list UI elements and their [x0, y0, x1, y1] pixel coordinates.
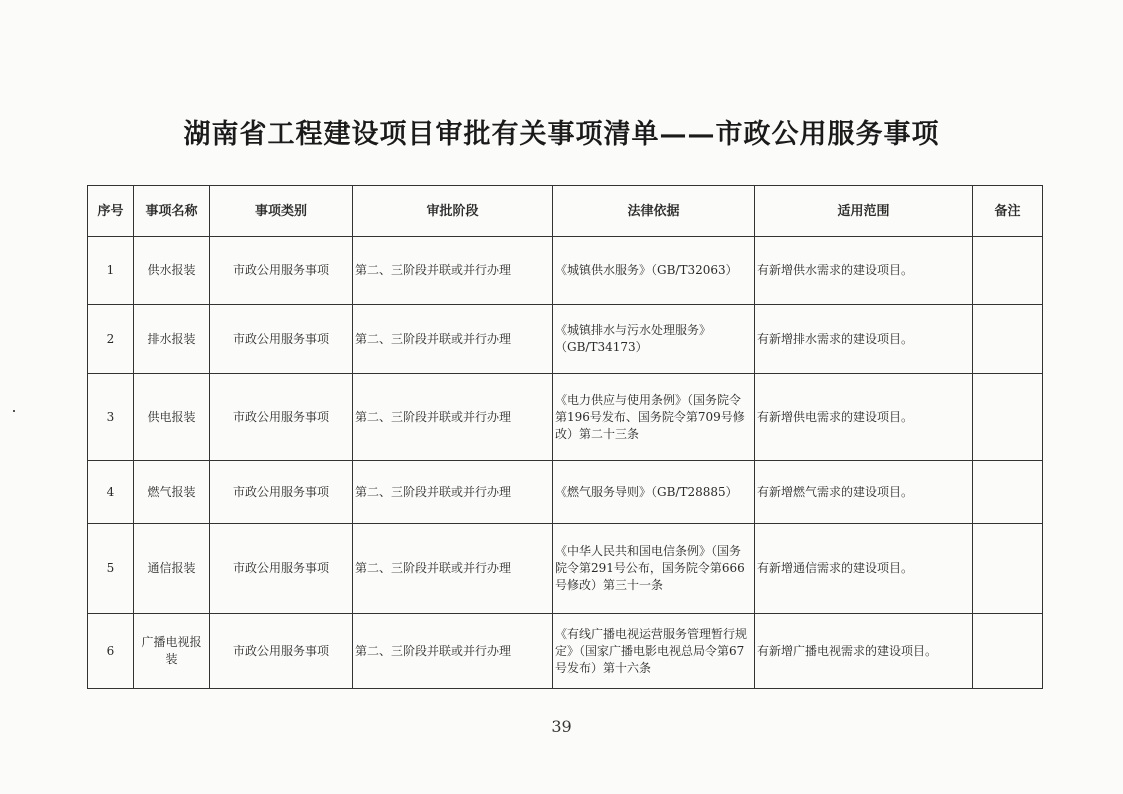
page-number: 39: [551, 717, 572, 736]
cell-note: [973, 374, 1043, 461]
cell-note: [973, 237, 1043, 305]
cell-scope: 有新增通信需求的建设项目。: [755, 524, 973, 614]
cell-category: 市政公用服务事项: [210, 237, 353, 305]
cell-scope: 有新增供水需求的建设项目。: [755, 237, 973, 305]
cell-name: 供水报装: [134, 237, 210, 305]
cell-stage: 第二、三阶段并联或并行办理: [353, 237, 553, 305]
cell-basis: 《电力供应与使用条例》（国务院令第196号发布、国务院令第709号修改）第二十三条: [553, 374, 755, 461]
cell-category: 市政公用服务事项: [210, 461, 353, 524]
cell-basis: 《城镇供水服务》（GB/T32063）: [553, 237, 755, 305]
cell-category: 市政公用服务事项: [210, 614, 353, 689]
col-header-no: 序号: [88, 186, 134, 237]
col-header-note: 备注: [973, 186, 1043, 237]
cell-name: 通信报装: [134, 524, 210, 614]
col-header-stage: 审批阶段: [353, 186, 553, 237]
cell-category: 市政公用服务事项: [210, 305, 353, 374]
cell-note: [973, 524, 1043, 614]
page-title: 湖南省工程建设项目审批有关事项清单——市政公用服务事项: [183, 119, 940, 150]
cell-stage: 第二、三阶段并联或并行办理: [353, 614, 553, 689]
items-table: [87, 185, 1043, 689]
table-row: [88, 614, 1043, 689]
cell-no: 4: [88, 461, 134, 524]
cell-note: [973, 614, 1043, 689]
cell-basis: 《城镇排水与污水处理服务》（GB/T34173）: [553, 305, 755, 374]
cell-stage: 第二、三阶段并联或并行办理: [353, 374, 553, 461]
table-header-row: [88, 186, 1043, 237]
table-row: [88, 461, 1043, 524]
cell-no: 2: [88, 305, 134, 374]
cell-name: 燃气报装: [134, 461, 210, 524]
table-row: [88, 524, 1043, 614]
col-header-name: 事项名称: [134, 186, 210, 237]
col-header-basis: 法律依据: [553, 186, 755, 237]
cell-category: 市政公用服务事项: [210, 524, 353, 614]
cell-note: [973, 461, 1043, 524]
cell-basis: 《燃气服务导则》（GB/T28885）: [553, 461, 755, 524]
col-header-category: 事项类别: [210, 186, 353, 237]
cell-scope: 有新增供电需求的建设项目。: [755, 374, 973, 461]
cell-stage: 第二、三阶段并联或并行办理: [353, 461, 553, 524]
cell-note: [973, 305, 1043, 374]
cell-basis: 《有线广播电视运营服务管理暂行规定》（国家广播电影电视总局令第67号发布）第十六条: [553, 614, 755, 689]
table-row: [88, 237, 1043, 305]
cell-name: 广播电视报装: [134, 614, 210, 689]
cell-scope: 有新增广播电视需求的建设项目。: [755, 614, 973, 689]
cell-stage: 第二、三阶段并联或并行办理: [353, 524, 553, 614]
table-row: [88, 374, 1043, 461]
table-row: [88, 305, 1043, 374]
cell-basis: 《中华人民共和国电信条例》（国务院令第291号公布，国务院令第666号修改）第三十一条: [553, 524, 755, 614]
cell-no: 3: [88, 374, 134, 461]
col-header-scope: 适用范围: [755, 186, 973, 237]
cell-stage: 第二、三阶段并联或并行办理: [353, 305, 553, 374]
cell-name: 供电报装: [134, 374, 210, 461]
cell-no: 5: [88, 524, 134, 614]
cell-no: 1: [88, 237, 134, 305]
cell-category: 市政公用服务事项: [210, 374, 353, 461]
cell-scope: 有新增排水需求的建设项目。: [755, 305, 973, 374]
cell-name: 排水报装: [134, 305, 210, 374]
cell-scope: 有新增燃气需求的建设项目。: [755, 461, 973, 524]
scan-speck: [13, 410, 15, 412]
cell-no: 6: [88, 614, 134, 689]
